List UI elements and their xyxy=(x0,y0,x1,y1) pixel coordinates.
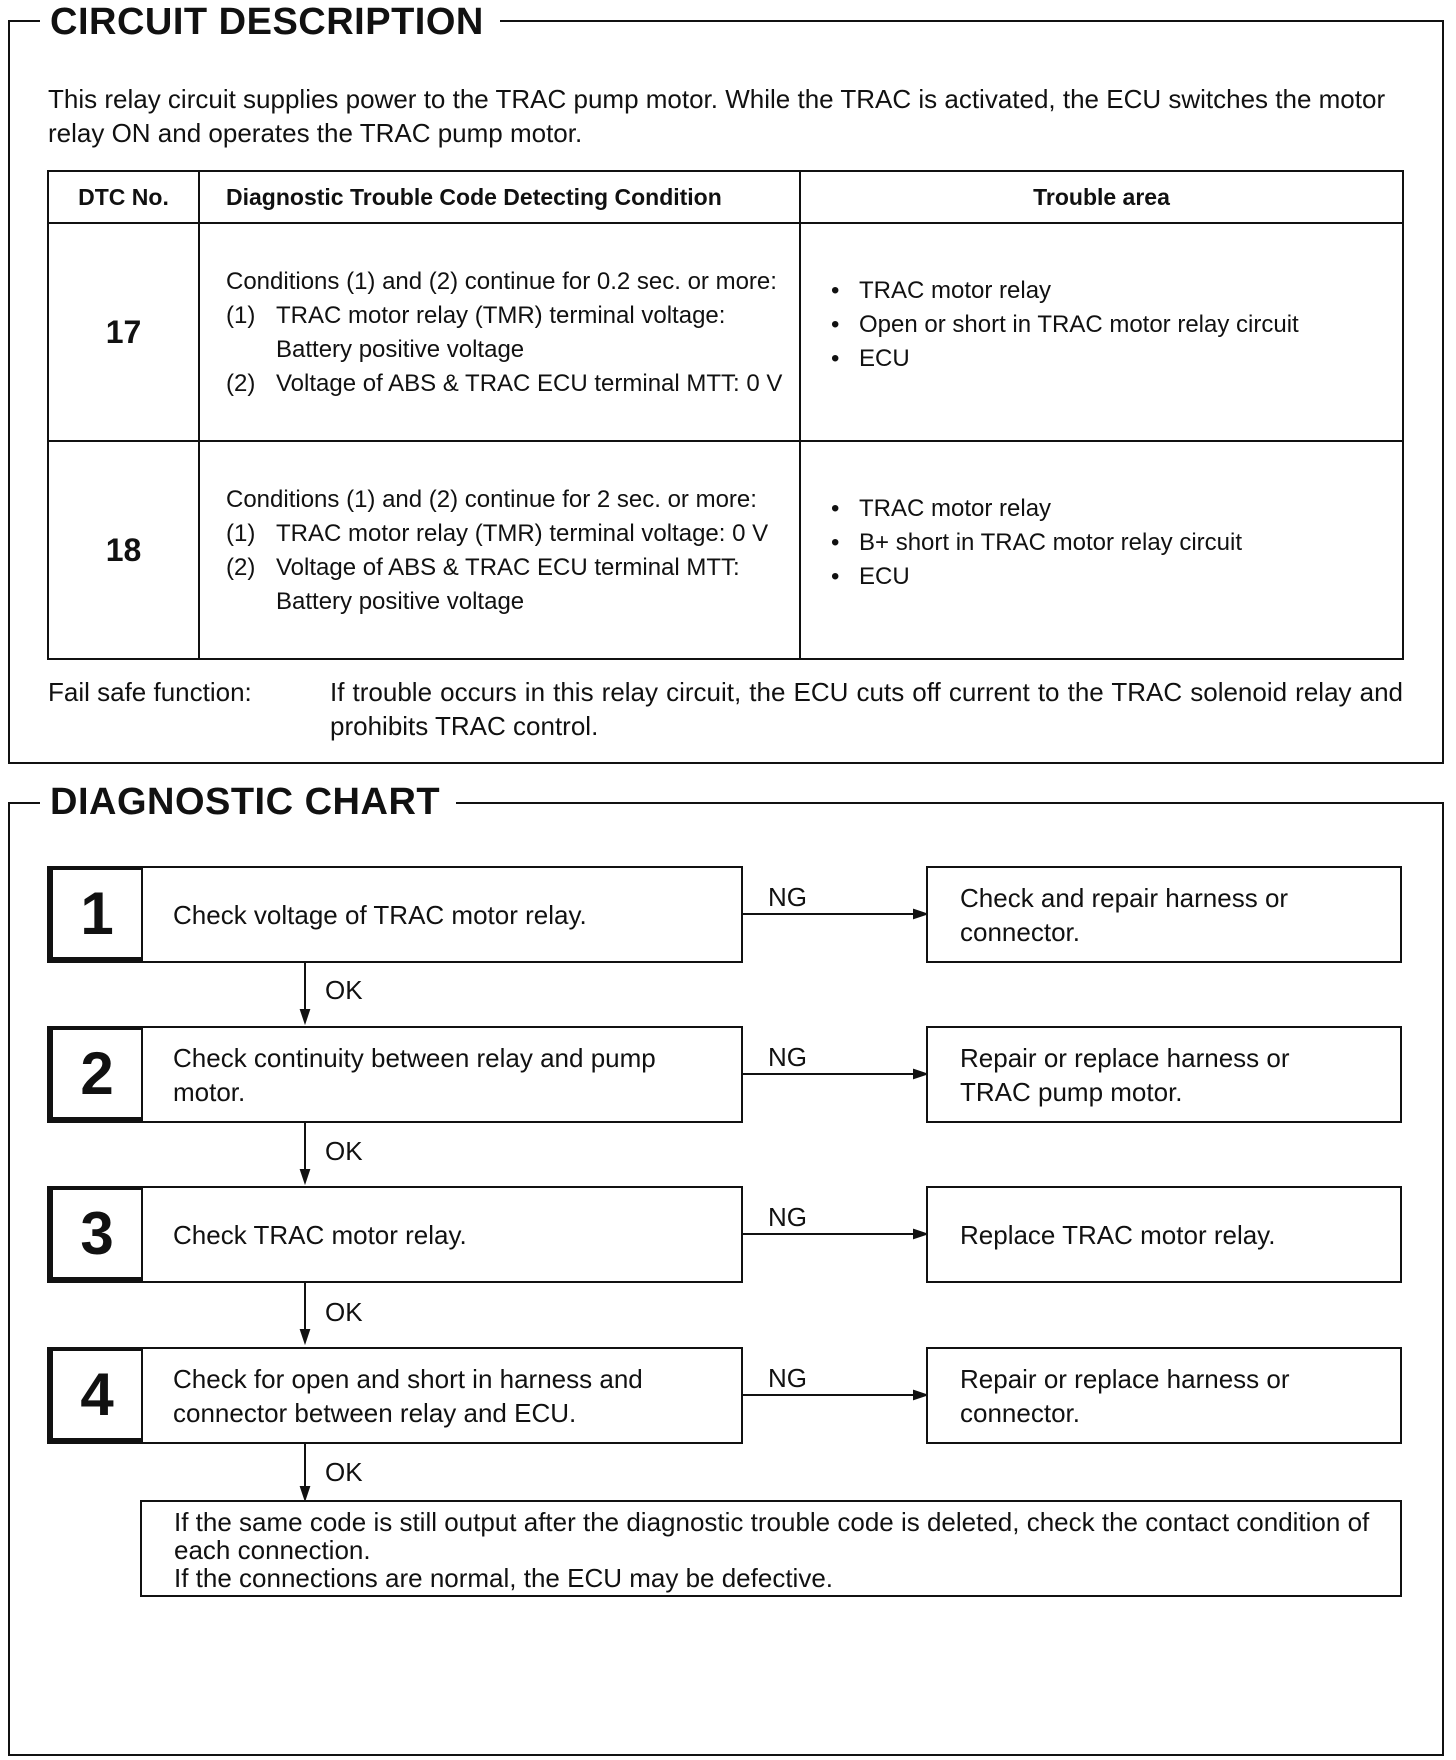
arrow-head xyxy=(301,1170,309,1182)
condition-text: Voltage of ABS & TRAC ECU terminal MTT: 0 V xyxy=(276,370,783,397)
ng-result-text: Repair or replace harness or connector. xyxy=(960,1363,1290,1428)
dtc-code: 17 xyxy=(48,223,199,441)
ng-result-box xyxy=(926,866,1402,963)
ng-label: NG xyxy=(768,1042,807,1072)
list-item: • Open or short in TRAC motor relay circuit xyxy=(829,308,1402,342)
ok-label: OK xyxy=(325,975,363,1005)
circuit-description-title: CIRCUIT DESCRIPTION xyxy=(40,0,500,44)
ng-result-text: Repair or replace harness or TRAC pump motor. xyxy=(960,1042,1290,1107)
ng-label: NG xyxy=(768,1202,807,1232)
final-note-line: If the connections are normal, the ECU may be defective. xyxy=(174,1563,834,1593)
ng-result-box xyxy=(926,1026,1402,1123)
list-item: • TRAC motor relay xyxy=(829,274,1402,308)
arrow-head xyxy=(914,1391,926,1399)
list-item: • B+ short in TRAC motor relay circuit xyxy=(829,526,1402,560)
condition-header: Diagnostic Trouble Code Detecting Condition xyxy=(199,171,800,223)
ok-label: OK xyxy=(325,1457,363,1487)
condition-text: TRAC motor relay (TMR) terminal voltage: 0 V xyxy=(276,520,769,547)
condition-text: TRAC motor relay (TMR) terminal voltage: Battery positive voltage xyxy=(276,302,726,363)
step-number: 4 xyxy=(49,1349,143,1442)
trouble-area-header: Trouble area xyxy=(800,171,1403,223)
step-label: Check voltage of TRAC motor relay. xyxy=(173,899,587,930)
step-number: 1 xyxy=(49,868,143,961)
condition-number: (1) xyxy=(226,302,256,329)
list-item: • ECU xyxy=(829,342,1402,376)
ng-arrows xyxy=(742,910,926,1399)
step-1-box xyxy=(47,866,743,963)
arrow-head xyxy=(914,910,926,918)
ng-result-text: Replace TRAC motor relay. xyxy=(960,1219,1276,1250)
ok-label: OK xyxy=(325,1136,363,1166)
step-text xyxy=(143,1188,741,1281)
condition-number: (2) xyxy=(226,370,256,397)
ng-result-box xyxy=(926,1186,1402,1283)
step-label: Check for open and short in harness and connector between relay and ECU. xyxy=(173,1363,643,1428)
step-2-box xyxy=(47,1026,743,1123)
arrow-head xyxy=(914,1230,926,1238)
condition-text: Voltage of ABS & TRAC ECU terminal MTT: Battery positive voltage xyxy=(276,554,740,615)
condition-number: (2) xyxy=(226,554,256,581)
step-text xyxy=(143,868,741,961)
arrow-head xyxy=(301,1487,309,1499)
dtc-code: 18 xyxy=(48,441,199,659)
step-number: 3 xyxy=(49,1188,143,1281)
fail-safe-label: Fail safe function: xyxy=(48,677,252,707)
arrow-head xyxy=(301,1010,309,1022)
condition-lead: Conditions (1) and (2) continue for 2 sec. or more: xyxy=(226,486,757,513)
dtc-no-header: DTC No. xyxy=(48,171,199,223)
ng-result-text: Check and repair harness or connector. xyxy=(960,882,1289,947)
step-label: Check TRAC motor relay. xyxy=(173,1219,467,1250)
ng-label: NG xyxy=(768,882,807,912)
step-3-box xyxy=(47,1186,743,1283)
circuit-intro-paragraph: This relay circuit supplies power to the TRAC pump motor. While the TRAC is activated, the ECU switches the motor relay ON and operates the TRAC pump motor. xyxy=(48,84,1386,148)
step-number: 2 xyxy=(49,1028,143,1121)
final-note-line: If the same code is still output after the diagnostic trouble code is deleted, check the contact condition of each connection. xyxy=(174,1507,1370,1565)
list-item: • TRAC motor relay xyxy=(829,492,1402,526)
condition-lead: Conditions (1) and (2) continue for 0.2 sec. or more: xyxy=(226,268,777,295)
condition-number: (1) xyxy=(226,520,256,547)
list-item: • ECU xyxy=(829,560,1402,594)
diagnostic-chart-title: DIAGNOSTIC CHART xyxy=(40,780,456,824)
step-4-box xyxy=(47,1347,743,1444)
fail-safe-text: If trouble occurs in this relay circuit, the ECU cuts off current to the TRAC solenoid relay and prohibits TRAC control. xyxy=(330,677,1403,741)
arrow-head xyxy=(914,1070,926,1078)
arrow-head xyxy=(301,1330,309,1342)
ng-label: NG xyxy=(768,1363,807,1393)
step-text xyxy=(143,1349,741,1442)
step-label: Check continuity between relay and pump motor. xyxy=(173,1042,656,1107)
final-note-box xyxy=(140,1500,1402,1597)
ng-result-box xyxy=(926,1347,1402,1444)
ok-label: OK xyxy=(325,1297,363,1327)
step-text xyxy=(143,1028,741,1121)
